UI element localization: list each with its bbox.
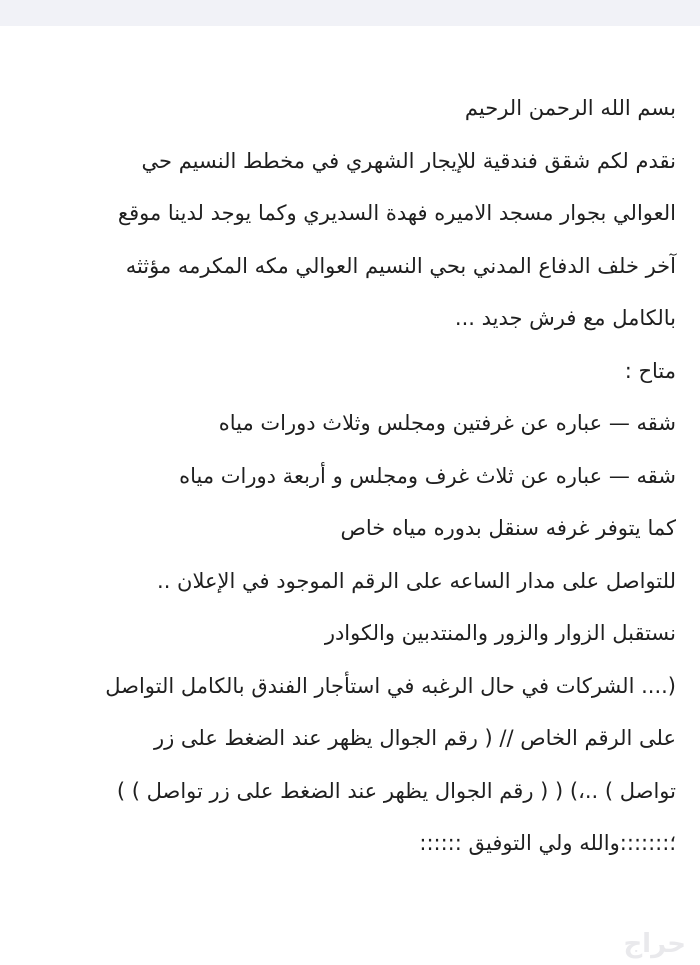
post-body <box>36 82 676 870</box>
post-line: (.... الشركات في حال الرغبه في استأجار الفندق بالكامل التواصل <box>105 673 676 698</box>
post-line: كما يتوفر غرفه سنقل بدوره مياه خاص <box>340 516 676 540</box>
post-line: بالكامل مع فرش جديد ... <box>454 306 676 330</box>
post-line: على الرقم الخاص // ( رقم الجوال يظهر عند الضغط على زر <box>153 726 676 750</box>
post-line: شقه — عباره عن غرفتين ومجلس وثلاث دورات مياه <box>218 411 676 435</box>
post-line: تواصل ) ..،) ( ( رقم الجوال يظهر عند الضغط على زر تواصل ) ) <box>116 778 676 803</box>
post-line: آخر خلف الدفاع المدني بحي النسيم العوالي مكه المكرمه مؤثثه <box>125 253 676 278</box>
post-line: للتواصل على مدار الساعه على الرقم الموجود في الإعلان .. <box>157 568 676 593</box>
top-bar <box>0 0 700 26</box>
post-line: العوالي بجوار مسجد الاميره فهدة السديري وكما يوجد لدينا موقع <box>117 201 676 225</box>
post-line: نقدم لكم شقق فندقية للإيجار الشهري في مخطط النسيم حي <box>141 148 676 173</box>
post-line: ؛:::::::والله ولي التوفيق :::::: <box>419 831 676 855</box>
post-line: متاح : <box>624 358 676 383</box>
post-line: نستقبل الزوار والزور والمنتدبين والكوادر <box>324 621 676 645</box>
watermark-logo: حراج <box>623 929 686 959</box>
post-line: شقه — عباره عن ثلاث غرف ومجلس و أربعة دورات مياه <box>179 463 676 488</box>
post-line: بسم الله الرحمن الرحيم <box>464 96 676 120</box>
